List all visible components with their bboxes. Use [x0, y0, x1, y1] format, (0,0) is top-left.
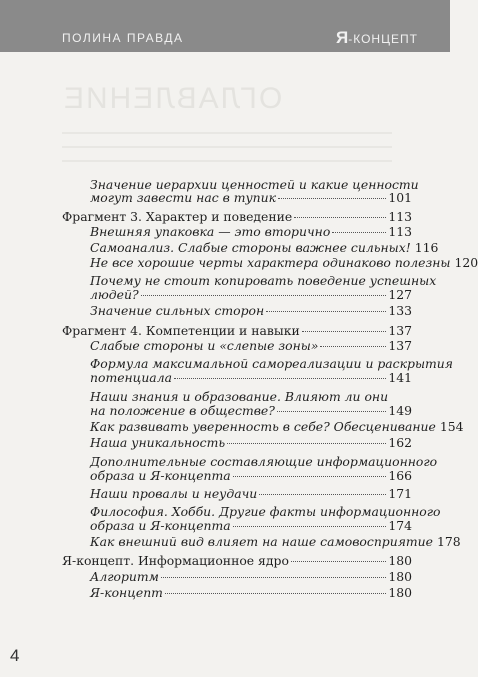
dot-leader: [233, 476, 387, 477]
toc-entry-line: Почему не стоит копировать поведение успешных: [90, 273, 437, 288]
toc-page-number: 149: [388, 403, 412, 418]
toc-entry-title: образа и Я-концепта: [90, 518, 231, 533]
toc-page-number: 113: [388, 209, 412, 224]
toc-entry-title: Слабые стороны и «слепые зоны»: [90, 338, 319, 353]
toc-section[interactable]: [62, 325, 412, 337]
book-title-rest: -КОНЦЕПТ: [348, 32, 418, 46]
toc-page-number: 127: [388, 287, 412, 302]
toc-entry[interactable]: [90, 419, 464, 434]
book-author: ПОЛИНА ПРАВДА: [62, 31, 184, 45]
toc-page-number: 166: [388, 468, 412, 483]
toc-entry[interactable]: [90, 226, 412, 238]
toc-page-number: 120: [454, 255, 478, 270]
dot-leader: [233, 526, 387, 527]
toc-entry-title: Значение сильных сторон: [90, 303, 265, 318]
toc-page-number: 141: [388, 370, 412, 385]
toc-page-number: 133: [388, 303, 412, 318]
toc-entry-title: могут завести нас в тупик: [90, 190, 277, 205]
toc-entry-title: Не все хорошие черты характера одинаково полезны: [90, 255, 451, 270]
toc-section-title: Я-концепт. Информационное ядро: [62, 553, 289, 568]
dot-leader: [141, 295, 387, 296]
toc-entry-line: Формула максимальной самореализации и раскрытия: [90, 356, 453, 371]
toc-entry-title: Внешняя упаковка — это вторично: [90, 224, 331, 239]
dot-leader: [302, 331, 387, 332]
dot-leader: [165, 593, 386, 594]
dot-leader: [227, 443, 386, 444]
toc-entry[interactable]: [90, 305, 412, 317]
dot-leader: [278, 198, 386, 199]
toc-entry-title: образа и Я-концепта: [90, 468, 231, 483]
toc-entry-line: Дополнительные составляющие информационного: [90, 454, 438, 469]
toc-entry-title: на положение в обществе?: [90, 403, 275, 418]
toc-page-number: 154: [439, 419, 464, 434]
dot-leader: [291, 561, 386, 562]
dot-leader: [332, 232, 386, 233]
toc-entry-title: людей?: [90, 287, 139, 302]
toc-entry[interactable]: [90, 488, 412, 500]
dot-leader: [320, 346, 386, 347]
toc-page-number: 113: [388, 224, 412, 239]
toc-entry-line: Наши знания и образование. Влияют ли они: [90, 389, 389, 404]
toc-entry[interactable]: [90, 372, 412, 384]
toc-entry-title: Я-концепт: [90, 585, 163, 600]
toc-entry-title: Алгоритм: [90, 569, 159, 584]
toc-entry-title: потенциала: [90, 370, 172, 385]
toc-entry-line: Значение иерархии ценностей и какие ценности: [90, 177, 419, 192]
show-through-title: ОГЛАВЛЕНИЕ: [62, 82, 283, 115]
toc-section[interactable]: [62, 555, 412, 567]
toc-page-number: 137: [388, 323, 412, 338]
dot-leader: [294, 217, 386, 218]
toc-entry-title: Наши провалы и неудачи: [90, 486, 258, 501]
toc-entry[interactable]: [90, 340, 412, 352]
toc-page-number: 101: [388, 190, 412, 205]
toc-entry[interactable]: [90, 534, 461, 549]
book-title-initial: Я: [336, 28, 349, 47]
toc-entry-title: Самоанализ. Слабые стороны важнее сильных!: [90, 240, 411, 255]
toc-section-title: Фрагмент 4. Компетенции и навыки: [62, 323, 300, 338]
toc-entry[interactable]: [90, 470, 412, 482]
toc-entry[interactable]: [90, 571, 412, 583]
toc-entry[interactable]: [90, 289, 412, 301]
dot-leader: [161, 577, 386, 578]
toc-entry-title: Наша уникальность: [90, 435, 226, 450]
toc-section[interactable]: [62, 211, 412, 223]
dot-leader: [174, 378, 386, 379]
toc-page-number: 174: [388, 518, 412, 533]
toc-section-title: Фрагмент 3. Характер и поведение: [62, 209, 293, 224]
dot-leader: [266, 311, 386, 312]
toc-page-number: 180: [388, 585, 412, 600]
toc-entry[interactable]: [90, 437, 412, 449]
toc-entry-title: Как развивать уверенность в себе? Обесценивание: [90, 419, 436, 434]
toc-entry[interactable]: [90, 520, 412, 532]
toc-entry[interactable]: [90, 192, 412, 204]
toc-entry[interactable]: [90, 405, 412, 417]
toc-page-number: 137: [388, 338, 412, 353]
toc-page-number: 171: [388, 486, 412, 501]
dot-leader: [259, 494, 386, 495]
toc-entry-title: Как внешний вид влияет на наше самовосприятие: [90, 534, 433, 549]
toc-page-number: 180: [388, 553, 412, 568]
toc-entry[interactable]: [90, 240, 439, 255]
toc-page-number: 180: [388, 569, 412, 584]
dot-leader: [277, 411, 386, 412]
toc-entry-line: Философия. Хобби. Другие факты информационного: [90, 504, 441, 519]
toc-entry[interactable]: [90, 587, 412, 599]
toc-page-number: 116: [414, 240, 439, 255]
toc-entry[interactable]: [90, 255, 478, 270]
page-number: 4: [10, 646, 20, 665]
toc-page-number: 178: [436, 534, 461, 549]
toc-page-number: 162: [388, 435, 412, 450]
